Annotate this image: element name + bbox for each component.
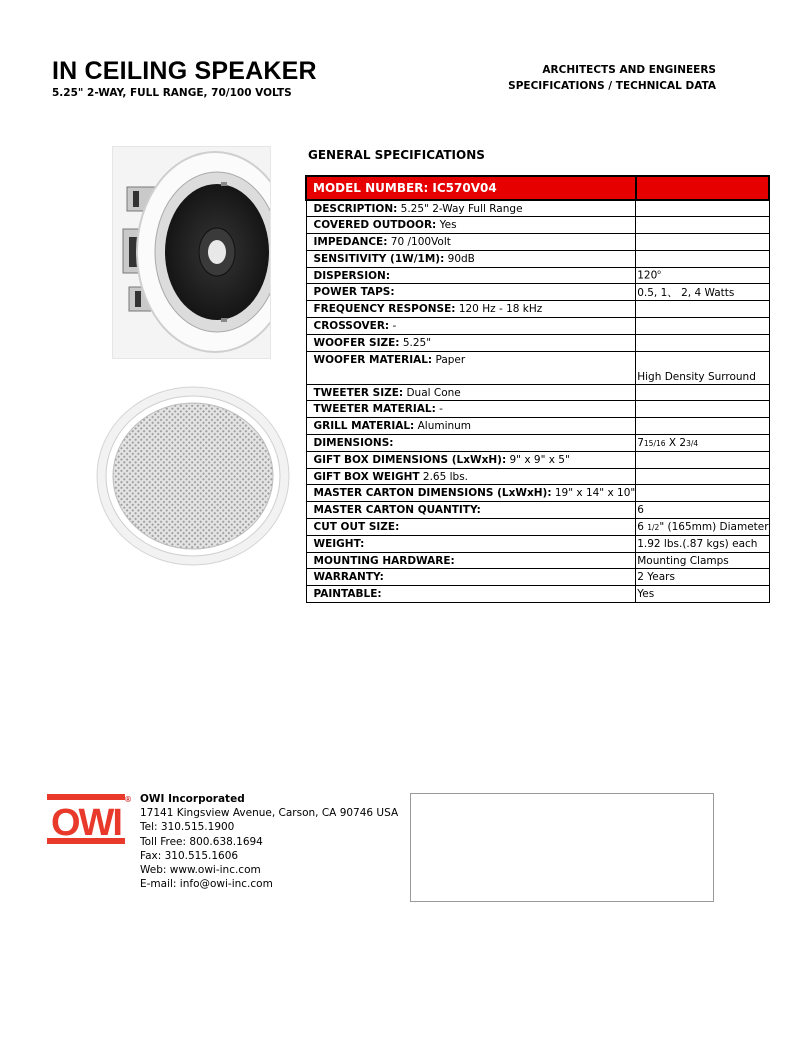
spec-label: WOOFER SIZE: (313, 336, 400, 349)
model-number: MODEL NUMBER: IC570V04 (306, 176, 636, 200)
specs-table (305, 175, 770, 603)
spec-label: CROSSOVER: (313, 319, 390, 332)
spec-value: 9" x 9" x 5" (506, 453, 570, 466)
spec-label: POWER TAPS: (313, 286, 395, 299)
grille-photo (96, 386, 291, 566)
dim-x: X 2 (665, 436, 687, 449)
spec-value: 5.25" 2-Way Full Range (397, 202, 523, 215)
spec-right-value: 1.92 lbs.(.87 kgs) each (636, 535, 769, 552)
spec-label: COVERED OUTDOOR: (313, 219, 437, 232)
spec-value: Dual Cone (403, 386, 461, 399)
spec-value: Yes (436, 219, 457, 232)
cutout-b: " (165mm) Diameter (659, 520, 769, 533)
spec-label: DESCRIPTION: (313, 202, 398, 215)
spec-value: 19" x 14" x 10" (551, 487, 636, 500)
company-tel: Tel: 310.515.1900 (140, 821, 235, 834)
spec-label: FREQUENCY RESPONSE: (313, 303, 456, 316)
spec-right-value: High Density Surround (636, 351, 769, 384)
table-row (306, 418, 769, 435)
company-fax: Fax: 310.515.1606 (140, 849, 239, 862)
spec-label: GRILL MATERIAL: (313, 420, 415, 433)
spec-right-value: 120 (637, 269, 658, 282)
dim-a: 7 (637, 436, 644, 449)
spec-value: Paper (432, 353, 466, 366)
table-row (306, 535, 769, 552)
ae-line-2: SPECIFICATIONS / TECHNICAL DATA (508, 80, 716, 92)
ae-line-1: ARCHITECTS AND ENGINEERS (542, 64, 716, 76)
spec-right-value: 0.5, 1、 2, 4 Watts (636, 284, 769, 301)
cutout-a: 6 (637, 520, 648, 533)
spec-label: TWEETER MATERIAL: (313, 403, 436, 416)
company-email[interactable]: E-mail: info@owi-inc.com (140, 878, 273, 891)
table-row (306, 552, 769, 569)
spec-right-value: Mounting Clamps (636, 552, 769, 569)
spec-label: DIMENSIONS: (313, 436, 394, 449)
spec-label: MASTER CARTON DIMENSIONS (LxWxH): (313, 487, 552, 500)
table-row (306, 384, 769, 401)
company-tollfree: Toll Free: 800.638.1694 (140, 835, 263, 848)
table-row (306, 284, 769, 301)
spec-label: PAINTABLE: (313, 588, 382, 601)
table-row (306, 586, 769, 603)
spec-right-value: 6 (636, 502, 769, 519)
table-row (306, 334, 769, 351)
spec-value: 70 /100Volt (387, 235, 451, 248)
logo-text: OWI (51, 802, 121, 844)
table-row (306, 468, 769, 485)
spec-label: GIFT BOX DIMENSIONS (LxWxH): (313, 453, 507, 466)
owi-logo (47, 794, 125, 844)
table-row (306, 217, 769, 234)
cutout-fraction: 1/2 (647, 522, 660, 532)
spec-value: 90dB (444, 252, 475, 265)
table-row (306, 435, 769, 452)
company-web[interactable]: Web: www.owi-inc.com (140, 864, 261, 877)
table-row (306, 451, 769, 468)
spec-label: IMPEDANCE: (313, 235, 388, 248)
table-row (306, 250, 769, 267)
table-row (306, 401, 769, 418)
company-name: OWI Incorporated (140, 793, 245, 805)
table-row (306, 234, 769, 251)
spec-label: WOOFER MATERIAL: (313, 353, 433, 366)
spec-value: 2.65 lbs. (419, 470, 469, 483)
spec-label: SENSITIVITY (1W/1M): (313, 252, 445, 265)
spec-value: - (435, 403, 443, 416)
company-address: 17141 Kingsview Avenue, Carson, CA 90746 USA (140, 807, 399, 820)
degree-mark: o (657, 269, 661, 277)
spec-label: MASTER CARTON QUANTITY: (313, 504, 481, 517)
spec-label: TWEETER SIZE: (313, 386, 404, 399)
spec-label: MOUNTING HARDWARE: (313, 554, 455, 567)
specs-title: GENERAL SPECIFICATIONS (308, 148, 485, 162)
spec-label: WEIGHT: (313, 537, 365, 550)
spec-label: GIFT BOX WEIGHT (313, 470, 420, 483)
table-row (306, 569, 769, 586)
registered-mark: ® (124, 795, 132, 804)
spec-label: DISPERSION: (313, 269, 391, 282)
spec-label: WARRANTY: (313, 571, 384, 584)
table-row (306, 318, 769, 335)
spec-label: CUT OUT SIZE: (313, 520, 400, 533)
table-row (306, 267, 769, 284)
table-row (306, 502, 769, 519)
spec-value: Aluminum (414, 420, 472, 433)
dim-b-fraction: 3/4 (686, 438, 699, 448)
spec-value: 120 Hz - 18 kHz (455, 303, 543, 316)
table-row (306, 519, 769, 536)
table-row (306, 301, 769, 318)
speaker-photo (112, 146, 271, 359)
model-number-row (306, 176, 769, 200)
table-row (306, 351, 769, 384)
blank-notes-box (410, 793, 714, 902)
spec-value: 5.25" (399, 336, 432, 349)
company-info (140, 792, 398, 891)
document-type-label (508, 62, 716, 94)
spec-right-value: Yes (636, 586, 769, 603)
table-row (306, 485, 769, 502)
page-subtitle: 5.25" 2-WAY, FULL RANGE, 70/100 VOLTS (52, 87, 292, 99)
table-row (306, 200, 769, 217)
page-title: IN CEILING SPEAKER (52, 57, 317, 85)
spec-value: - (389, 319, 397, 332)
dim-a-fraction: 15/16 (643, 438, 666, 448)
spec-right-value: 2 Years (636, 569, 769, 586)
